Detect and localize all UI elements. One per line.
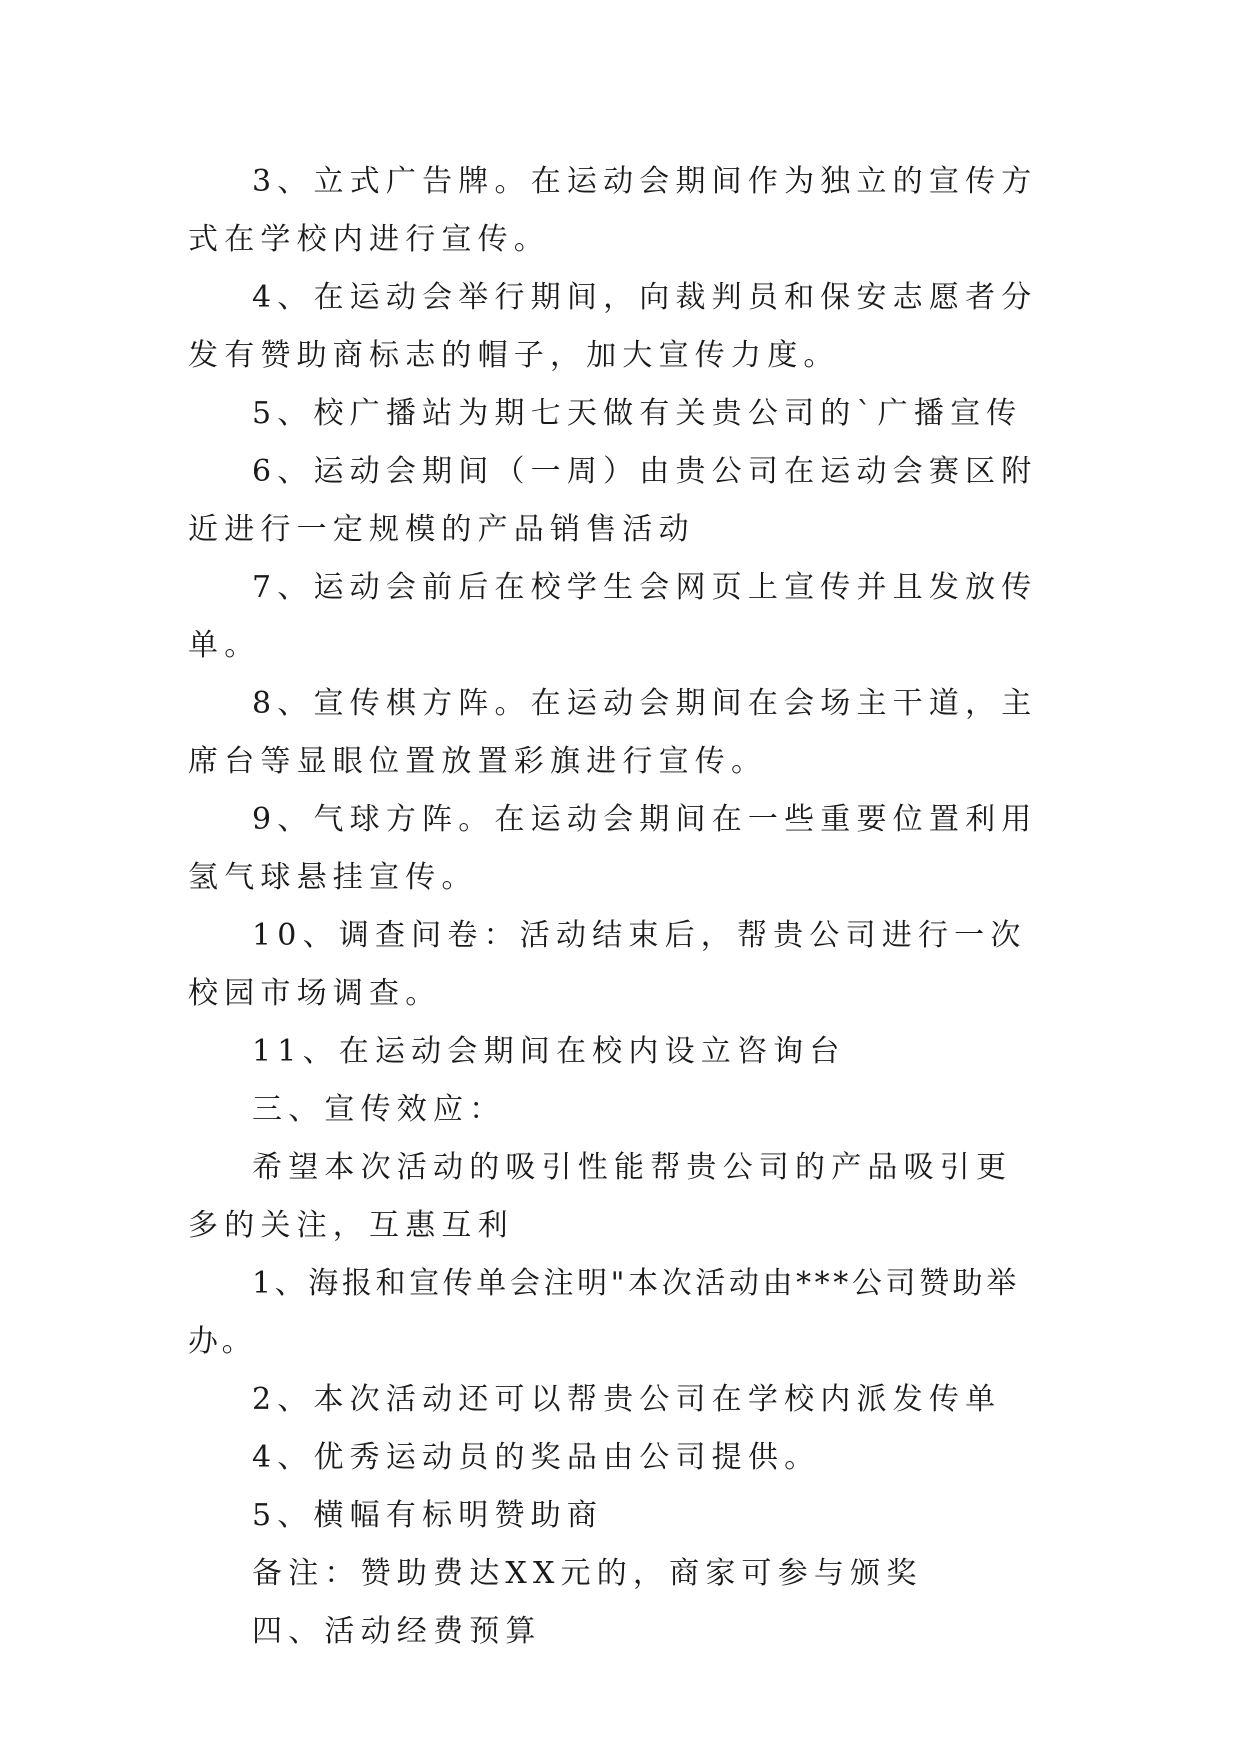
- paragraph-effect-5-banner: 5、横幅有标明赞助商: [252, 1498, 604, 1533]
- section-heading-effect: 三、宣传效应：: [252, 1092, 506, 1127]
- paragraph-note: 备注：赞助费达XX元的，商家可参与颁奖: [252, 1556, 923, 1591]
- paragraph-item-4-caps: 4、在运动会举行期间，向裁判员和保安志愿者分发有赞助商标志的帽子，加大宣传力度。: [188, 280, 1038, 373]
- paragraph-item-7-webpage: 7、运动会前后在校学生会网页上宣传并且发放传单。: [188, 570, 1038, 663]
- paragraph-effect-1-poster: 1、海报和宣传单会注明"本次活动由***公司赞助举办。: [188, 1266, 1020, 1359]
- paragraph-item-9-balloons: 9、气球方阵。在运动会期间在一些重要位置利用氢气球悬挂宣传。: [188, 802, 1038, 895]
- paragraph-item-6-sales: 6、运动会期间（一周）由贵公司在运动会赛区附近进行一定规模的产品销售活动: [188, 454, 1038, 547]
- paragraph-item-3-billboard: 3、立式广告牌。在运动会期间作为独立的宣传方式在学校内进行宣传。: [188, 164, 1038, 257]
- paragraph-item-11-desk: 11、在运动会期间在校内设立咨询台: [252, 1034, 846, 1069]
- paragraph-item-10-survey: 10、调查问卷：活动结束后，帮贵公司进行一次校园市场调查。: [188, 918, 1027, 1011]
- section-heading-budget: 四、活动经费预算: [252, 1614, 542, 1649]
- paragraph-item-8-flags: 8、宣传棋方阵。在运动会期间在会场主干道，主席台等显眼位置放置彩旗进行宣传。: [188, 686, 1038, 779]
- document-body: [188, 153, 1048, 1661]
- paragraph-effect-intro: 希望本次活动的吸引性能帮贵公司的产品吸引更多的关注，互惠互利: [188, 1150, 1013, 1243]
- paragraph-effect-2-flyers: 2、本次活动还可以帮贵公司在学校内派发传单: [252, 1382, 1002, 1417]
- paragraph-effect-4-prizes: 4、优秀运动员的奖品由公司提供。: [252, 1440, 821, 1475]
- paragraph-item-5-radio: 5、校广播站为期七天做有关贵公司的`广播宣传: [252, 396, 1023, 431]
